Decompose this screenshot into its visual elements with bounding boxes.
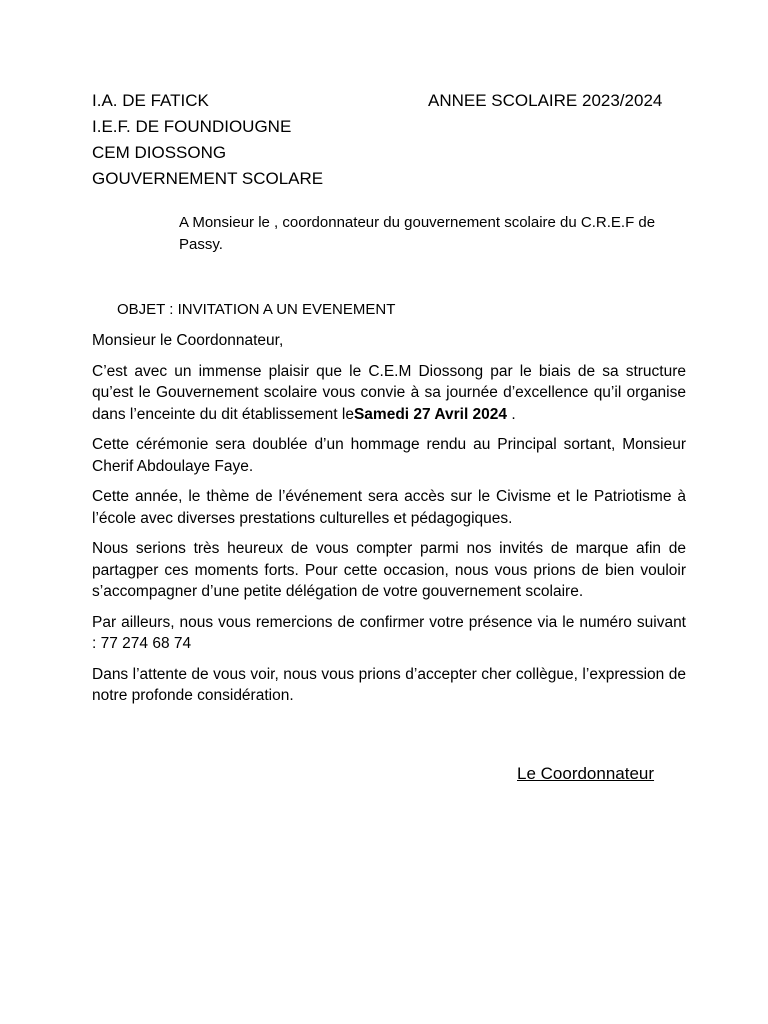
sender-line-ia: I.A. DE FATICK bbox=[92, 91, 209, 110]
paragraph-closing: Dans l’attente de vous voir, nous vous prions d’accepter cher collègue, l’expression de notre profonde considération. bbox=[92, 665, 686, 704]
school-year: ANNEE SCOLAIRE 2023/2024 bbox=[428, 91, 663, 110]
sender-block bbox=[92, 88, 323, 192]
paragraph-delegation: Nous serions très heureux de vous compter parmi nos invités de marque afin de partagper ces moments forts. Pour cette occasion, nous vous prions de bien vouloir s’accompagner d’une petite délégation de votre gouvernement scolaire. bbox=[92, 540, 686, 600]
invitation-end: . bbox=[507, 405, 516, 423]
salutation: Monsieur le Coordonnateur, bbox=[92, 332, 284, 349]
paragraph-invitation bbox=[92, 361, 686, 426]
sender-line-cem: CEM DIOSSONG bbox=[92, 143, 227, 162]
paragraph-theme: Cette année, le thème de l’événement sera accès sur le Civisme et le Patriotisme à l’école avec diverses prestations culturelles et pédagogiques. bbox=[92, 488, 686, 527]
sender-line-ief: I.E.F. DE FOUNDIOUGNE bbox=[92, 117, 292, 136]
paragraph-confirmation: Par ailleurs, nous vous remercions de confirmer votre présence via le numéro suivant : 77 274 68 74 bbox=[92, 613, 686, 652]
subject-line: OBJET : INVITATION A UN EVENEMENT bbox=[117, 301, 396, 318]
sender-line-gouvernement: GOUVERNEMENT SCOLARE bbox=[92, 169, 324, 188]
signature-title: Le Coordonnateur bbox=[517, 764, 655, 783]
invitation-text: C’est avec un immense plaisir que le C.E.M Diossong par le biais de sa structure qu’est le Gouvernement scolaire vous convie à sa journée d’excellence qu’il organise dans l’enceinte du dit établissement le bbox=[92, 362, 686, 423]
paragraph-hommage: Cette cérémonie sera doublée d’un hommage rendu au Principal sortant, Monsieur Cherif Abdoulaye Faye. bbox=[92, 436, 686, 475]
recipient-address: A Monsieur le , coordonnateur du gouvernement scolaire du C.R.E.F de Passy. bbox=[179, 214, 656, 253]
event-date: Samedi 27 Avril 2024 bbox=[353, 405, 508, 423]
letter-body bbox=[92, 330, 686, 716]
